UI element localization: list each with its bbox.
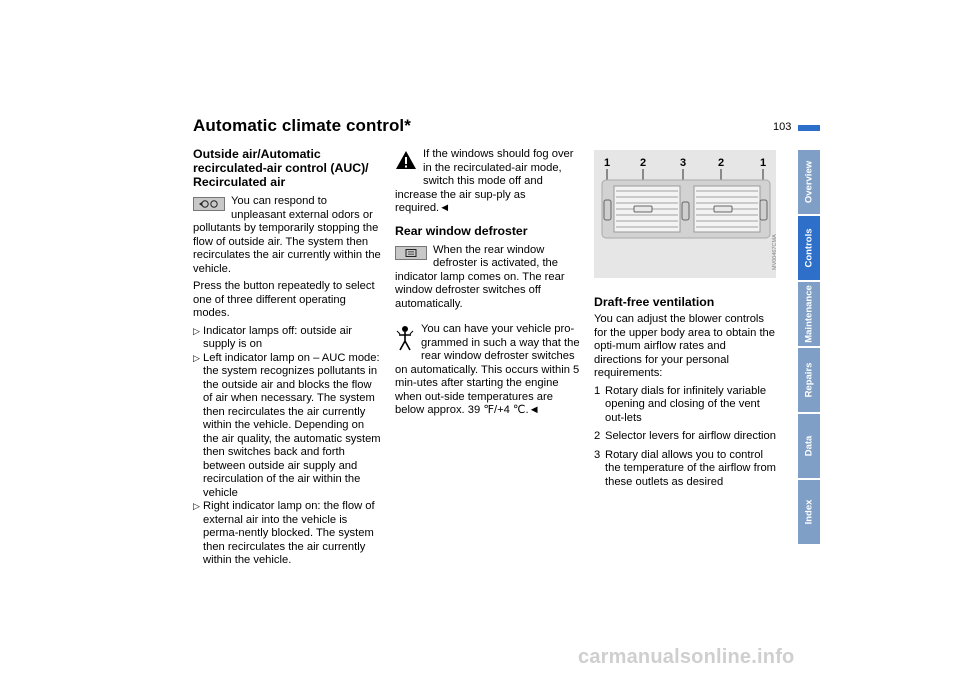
- figure-label: 1: [604, 157, 611, 169]
- warning-note: If the windows should fog over in the recirculated-air mode, switch this mode off and increase the air sup-ply as required.◄: [395, 148, 574, 214]
- heading-rear-defroster: Rear window defroster: [395, 223, 528, 238]
- nav-tab-controls[interactable]: Controls: [798, 216, 820, 280]
- recirculation-button-icon: [193, 197, 225, 216]
- bullet-item: ▷ Indicator lamps off: outside air supply is on: [193, 324, 353, 350]
- bullet-item: ▷ Right indicator lamp on: the flow of external air into the vehicle is perma-nently blocked. The system then recirculates the air currently within the vehicle.: [193, 500, 375, 566]
- nav-tab-overview[interactable]: Overview: [798, 150, 820, 214]
- air-vent-figure: [594, 150, 776, 278]
- column-defroster: [395, 148, 583, 422]
- press-text: Press the button repeatedly to select one of three different operating modes.: [193, 280, 375, 319]
- figure-label: 1: [760, 157, 767, 169]
- intro-outside-air: You can respond to unpleasant external odors or pollutants by temporarily stopping the flow of outside air. The system then recirculates the air currently within the vehicle.: [193, 195, 381, 275]
- warning-icon: [395, 150, 417, 175]
- heading-outside-air: Outside air/Automatic recirculated-air control (AUC)/ Recirculated air: [193, 147, 369, 189]
- section-nav: [798, 150, 820, 546]
- nav-tab-maintenance[interactable]: Maintenance: [798, 282, 820, 346]
- nav-tab-data[interactable]: Data: [798, 414, 820, 478]
- nav-tab-index[interactable]: Index: [798, 480, 820, 544]
- defroster-text: When the rear window defroster is activated, the indicator lamp comes on. The rear window defroster switches off automatically.: [395, 243, 565, 310]
- page-title: Automatic climate control*: [193, 116, 411, 135]
- tip-note: You can have your vehicle pro-grammed in such a way that the rear window defroster switches on automatically. This occurs within 5 min-utes after starting the engine when out-side temperatures are below approx. 39 ℉/+4 ℃.◄: [395, 323, 580, 416]
- list-item: 1 Rotary dials for infinitely variable opening and closing of the vent out-lets: [594, 384, 767, 424]
- list-item: 2 Selector levers for airflow direction: [594, 430, 776, 442]
- column-ventilation: [594, 295, 776, 494]
- service-person-icon: [395, 325, 415, 356]
- figure-label: 3: [680, 157, 687, 169]
- nav-tab-repairs[interactable]: Repairs: [798, 348, 820, 412]
- figure-code: MV00467CMA: [772, 234, 778, 270]
- figure-label: 2: [640, 157, 647, 169]
- rear-defroster-button-icon: [395, 246, 427, 265]
- page-marker: [798, 125, 820, 131]
- watermark-text: carmanualsonline.info: [578, 646, 795, 668]
- page-number: 103: [773, 121, 792, 133]
- column-outside-air: [193, 147, 382, 568]
- heading-draft-free: Draft-free ventilation: [594, 295, 715, 309]
- figure-label: 2: [718, 157, 725, 169]
- ventilation-intro: You can adjust the blower controls for the upper body area to obtain the opti-mum airflow rates and directions for your personal requirements:: [594, 313, 775, 379]
- list-item: 3 Rotary dial allows you to control the temperature of the airflow from these outlets as desired: [594, 448, 776, 488]
- bullet-item: ▷ Left indicator lamp on – AUC mode: the system recognizes pollutants in the outside air and blocks the flow of air when necessary. The system then recirculates the air currently within the vehicle. Depending on the air quality, the automatic system then switches back and forth between outside air supply and recirculation of the air within the vehicle: [193, 351, 381, 499]
